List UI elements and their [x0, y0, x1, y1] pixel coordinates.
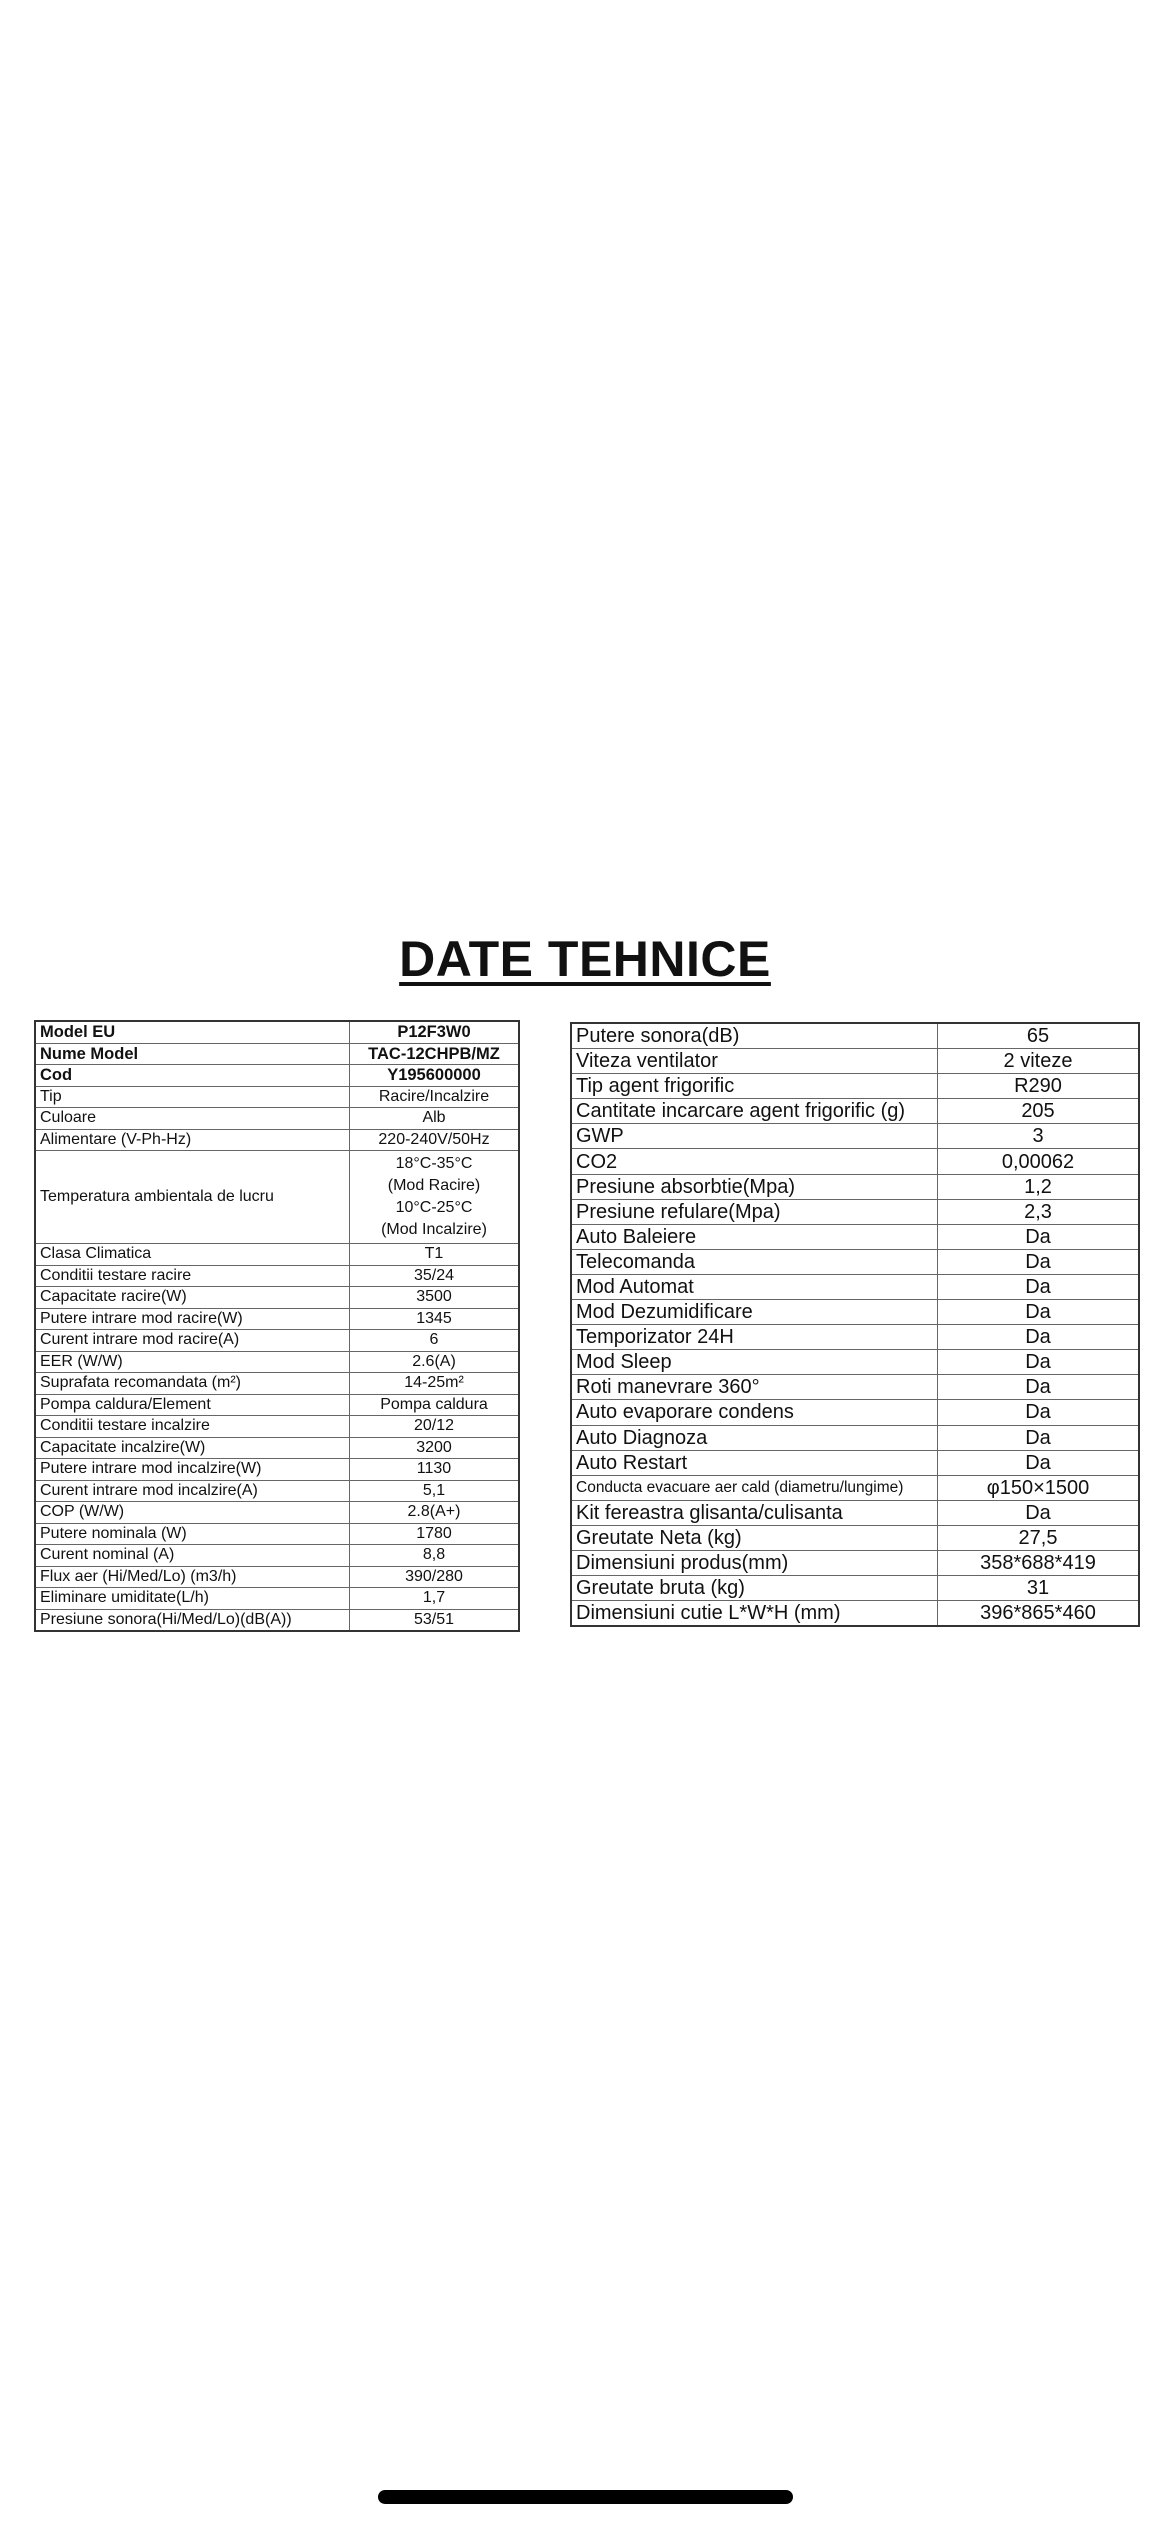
- spec-label: Roti manevrare 360°: [571, 1375, 938, 1400]
- spec-value: 6: [350, 1330, 520, 1352]
- spec-label: Telecomanda: [571, 1249, 938, 1274]
- spec-value: 3200: [350, 1437, 520, 1459]
- spec-value: 220-240V/50Hz: [350, 1129, 520, 1151]
- spec-label: Auto Restart: [571, 1450, 938, 1475]
- spec-value: Da: [938, 1500, 1140, 1525]
- spec-label: Suprafata recomandata (m²): [35, 1373, 350, 1395]
- spec-label: Putere intrare mod incalzire(W): [35, 1459, 350, 1481]
- spec-value: [350, 1151, 520, 1244]
- spec-value: 14-25m²: [350, 1373, 520, 1395]
- table-row: [35, 1265, 519, 1287]
- home-indicator[interactable]: [378, 2490, 793, 2504]
- spec-value: Da: [938, 1300, 1140, 1325]
- spec-value: 1780: [350, 1523, 520, 1545]
- table-row: [35, 1086, 519, 1108]
- spec-value: 2 viteze: [938, 1049, 1140, 1074]
- spec-value: T1: [350, 1244, 520, 1266]
- spec-value: Racire/Incalzire: [350, 1086, 520, 1108]
- specs-table-right: [570, 1022, 1140, 1627]
- spec-label: Curent intrare mod racire(A): [35, 1330, 350, 1352]
- spec-label: Auto Diagnoza: [571, 1425, 938, 1450]
- spec-label: Putere nominala (W): [35, 1523, 350, 1545]
- spec-label: Presiune absorbtie(Mpa): [571, 1174, 938, 1199]
- spec-value: Da: [938, 1274, 1140, 1299]
- table-row: [571, 1400, 1139, 1425]
- spec-value: Da: [938, 1224, 1140, 1249]
- spec-value: 396*865*460: [938, 1601, 1140, 1627]
- spec-value: Da: [938, 1450, 1140, 1475]
- spec-value-line: 18°C-35°C: [395, 1155, 473, 1172]
- page-title: [0, 930, 1170, 988]
- table-row: [571, 1325, 1139, 1350]
- spec-value: R290: [938, 1074, 1140, 1099]
- spec-value: 20/12: [350, 1416, 520, 1438]
- spec-label: Alimentare (V-Ph-Hz): [35, 1129, 350, 1151]
- spec-value: Da: [938, 1350, 1140, 1375]
- spec-value: 1345: [350, 1308, 520, 1330]
- table-row: [571, 1274, 1139, 1299]
- spec-value: Da: [938, 1249, 1140, 1274]
- table-row: [35, 1394, 519, 1416]
- spec-label: Pompa caldura/Element: [35, 1394, 350, 1416]
- table-row: [571, 1300, 1139, 1325]
- table-row: [571, 1350, 1139, 1375]
- page-title-text: DATE TEHNICE: [399, 931, 771, 987]
- table-row: [571, 1425, 1139, 1450]
- table-row: [35, 1330, 519, 1352]
- spec-label: Capacitate incalzire(W): [35, 1437, 350, 1459]
- spec-label: Presiune refulare(Mpa): [571, 1199, 938, 1224]
- spec-value: P12F3W0: [350, 1021, 520, 1043]
- spec-value: Alb: [350, 1108, 520, 1130]
- spec-label: Nume Model: [35, 1043, 350, 1065]
- spec-label: Temperatura ambientala de lucru: [35, 1151, 350, 1244]
- spec-value: 1,2: [938, 1174, 1140, 1199]
- spec-value: Y195600000: [350, 1065, 520, 1087]
- spec-value: 8,8: [350, 1545, 520, 1567]
- spec-value: Da: [938, 1400, 1140, 1425]
- spec-value: 31: [938, 1576, 1140, 1601]
- spec-label: Cod: [35, 1065, 350, 1087]
- spec-value: Da: [938, 1425, 1140, 1450]
- table-row: [571, 1475, 1139, 1500]
- table-row: [571, 1550, 1139, 1575]
- spec-label: Curent nominal (A): [35, 1545, 350, 1567]
- spec-value: 0,00062: [938, 1149, 1140, 1174]
- spec-label: Conditii testare racire: [35, 1265, 350, 1287]
- spec-value: 27,5: [938, 1525, 1140, 1550]
- spec-value: 2.8(A+): [350, 1502, 520, 1524]
- spec-value: 2.6(A): [350, 1351, 520, 1373]
- spec-label: Mod Dezumidificare: [571, 1300, 938, 1325]
- spec-label: Dimensiuni produs(mm): [571, 1550, 938, 1575]
- spec-label: Mod Automat: [571, 1274, 938, 1299]
- table-row: [571, 1023, 1139, 1049]
- table-row: [571, 1576, 1139, 1601]
- table-row: [35, 1545, 519, 1567]
- spec-label: EER (W/W): [35, 1351, 350, 1373]
- table-row: [571, 1525, 1139, 1550]
- spec-label: Auto evaporare condens: [571, 1400, 938, 1425]
- spec-label: Capacitate racire(W): [35, 1287, 350, 1309]
- table-row: [571, 1049, 1139, 1074]
- spec-value: 205: [938, 1099, 1140, 1124]
- spec-label: Viteza ventilator: [571, 1049, 938, 1074]
- spec-label: Kit fereastra glisanta/culisanta: [571, 1500, 938, 1525]
- table-row: [571, 1500, 1139, 1525]
- table-row: [35, 1502, 519, 1524]
- table-row: [571, 1174, 1139, 1199]
- spec-label: COP (W/W): [35, 1502, 350, 1524]
- spec-value: 3: [938, 1124, 1140, 1149]
- spec-value: 390/280: [350, 1566, 520, 1588]
- table-row: [35, 1416, 519, 1438]
- table-row: [35, 1523, 519, 1545]
- table-row: [35, 1244, 519, 1266]
- spec-label: Presiune sonora(Hi/Med/Lo)(dB(A)): [35, 1609, 350, 1631]
- table-row: [35, 1588, 519, 1610]
- table-row: [35, 1065, 519, 1087]
- table-row: [571, 1074, 1139, 1099]
- spec-value: 1130: [350, 1459, 520, 1481]
- spec-value-line: (Mod Racire): [387, 1177, 481, 1194]
- spec-label: Greutate bruta (kg): [571, 1576, 938, 1601]
- spec-label: Temporizator 24H: [571, 1325, 938, 1350]
- spec-value: Da: [938, 1375, 1140, 1400]
- table-row: [571, 1450, 1139, 1475]
- spec-label: Auto Baleiere: [571, 1224, 938, 1249]
- spec-label: Model EU: [35, 1021, 350, 1043]
- spec-label: Greutate Neta (kg): [571, 1525, 938, 1550]
- spec-value: Da: [938, 1325, 1140, 1350]
- table-row: [571, 1149, 1139, 1174]
- table-row: [35, 1287, 519, 1309]
- table-row: [571, 1601, 1139, 1627]
- spec-value: φ150×1500: [938, 1475, 1140, 1500]
- spec-label: Mod Sleep: [571, 1350, 938, 1375]
- spec-label: Tip: [35, 1086, 350, 1108]
- table-row: [35, 1308, 519, 1330]
- table-row: [35, 1437, 519, 1459]
- spec-value-line: (Mod Incalzire): [381, 1221, 487, 1238]
- spec-value: TAC-12CHPB/MZ: [350, 1043, 520, 1065]
- spec-value: 53/51: [350, 1609, 520, 1631]
- spec-value: 1,7: [350, 1588, 520, 1610]
- table-row: [571, 1199, 1139, 1224]
- spec-value: 358*688*419: [938, 1550, 1140, 1575]
- specs-table-left: [34, 1020, 520, 1632]
- spec-value-line: 10°C-25°C: [395, 1199, 473, 1216]
- table-row: [35, 1108, 519, 1130]
- table-row: [35, 1351, 519, 1373]
- table-row: [35, 1480, 519, 1502]
- spec-label: GWP: [571, 1124, 938, 1149]
- spec-label: Tip agent frigorific: [571, 1074, 938, 1099]
- table-row: [35, 1373, 519, 1395]
- table-row: [571, 1249, 1139, 1274]
- table-row: [571, 1099, 1139, 1124]
- spec-label: Eliminare umiditate(L/h): [35, 1588, 350, 1610]
- spec-value: 3500: [350, 1287, 520, 1309]
- spec-label: Putere sonora(dB): [571, 1023, 938, 1049]
- spec-label: Clasa Climatica: [35, 1244, 350, 1266]
- spec-value: 35/24: [350, 1265, 520, 1287]
- table-row: [35, 1459, 519, 1481]
- table-row: [35, 1129, 519, 1151]
- table-row: [35, 1566, 519, 1588]
- spec-label: Conditii testare incalzire: [35, 1416, 350, 1438]
- table-row: [35, 1021, 519, 1043]
- spec-value: 65: [938, 1023, 1140, 1049]
- table-row: [35, 1151, 519, 1244]
- spec-label: Flux aer (Hi/Med/Lo) (m3/h): [35, 1566, 350, 1588]
- table-row: [571, 1375, 1139, 1400]
- spec-value: 2,3: [938, 1199, 1140, 1224]
- table-row: [35, 1609, 519, 1631]
- spec-label: Putere intrare mod racire(W): [35, 1308, 350, 1330]
- table-row: [35, 1043, 519, 1065]
- spec-label: CO2: [571, 1149, 938, 1174]
- table-row: [571, 1124, 1139, 1149]
- spec-label: Curent intrare mod incalzire(A): [35, 1480, 350, 1502]
- spec-label: Cantitate incarcare agent frigorific (g): [571, 1099, 938, 1124]
- spec-value: Pompa caldura: [350, 1394, 520, 1416]
- table-row: [571, 1224, 1139, 1249]
- spec-value: 5,1: [350, 1480, 520, 1502]
- spec-label: Dimensiuni cutie L*W*H (mm): [571, 1601, 938, 1627]
- spec-label: Culoare: [35, 1108, 350, 1130]
- spec-label: Conducta evacuare aer cald (diametru/lungime): [571, 1475, 938, 1500]
